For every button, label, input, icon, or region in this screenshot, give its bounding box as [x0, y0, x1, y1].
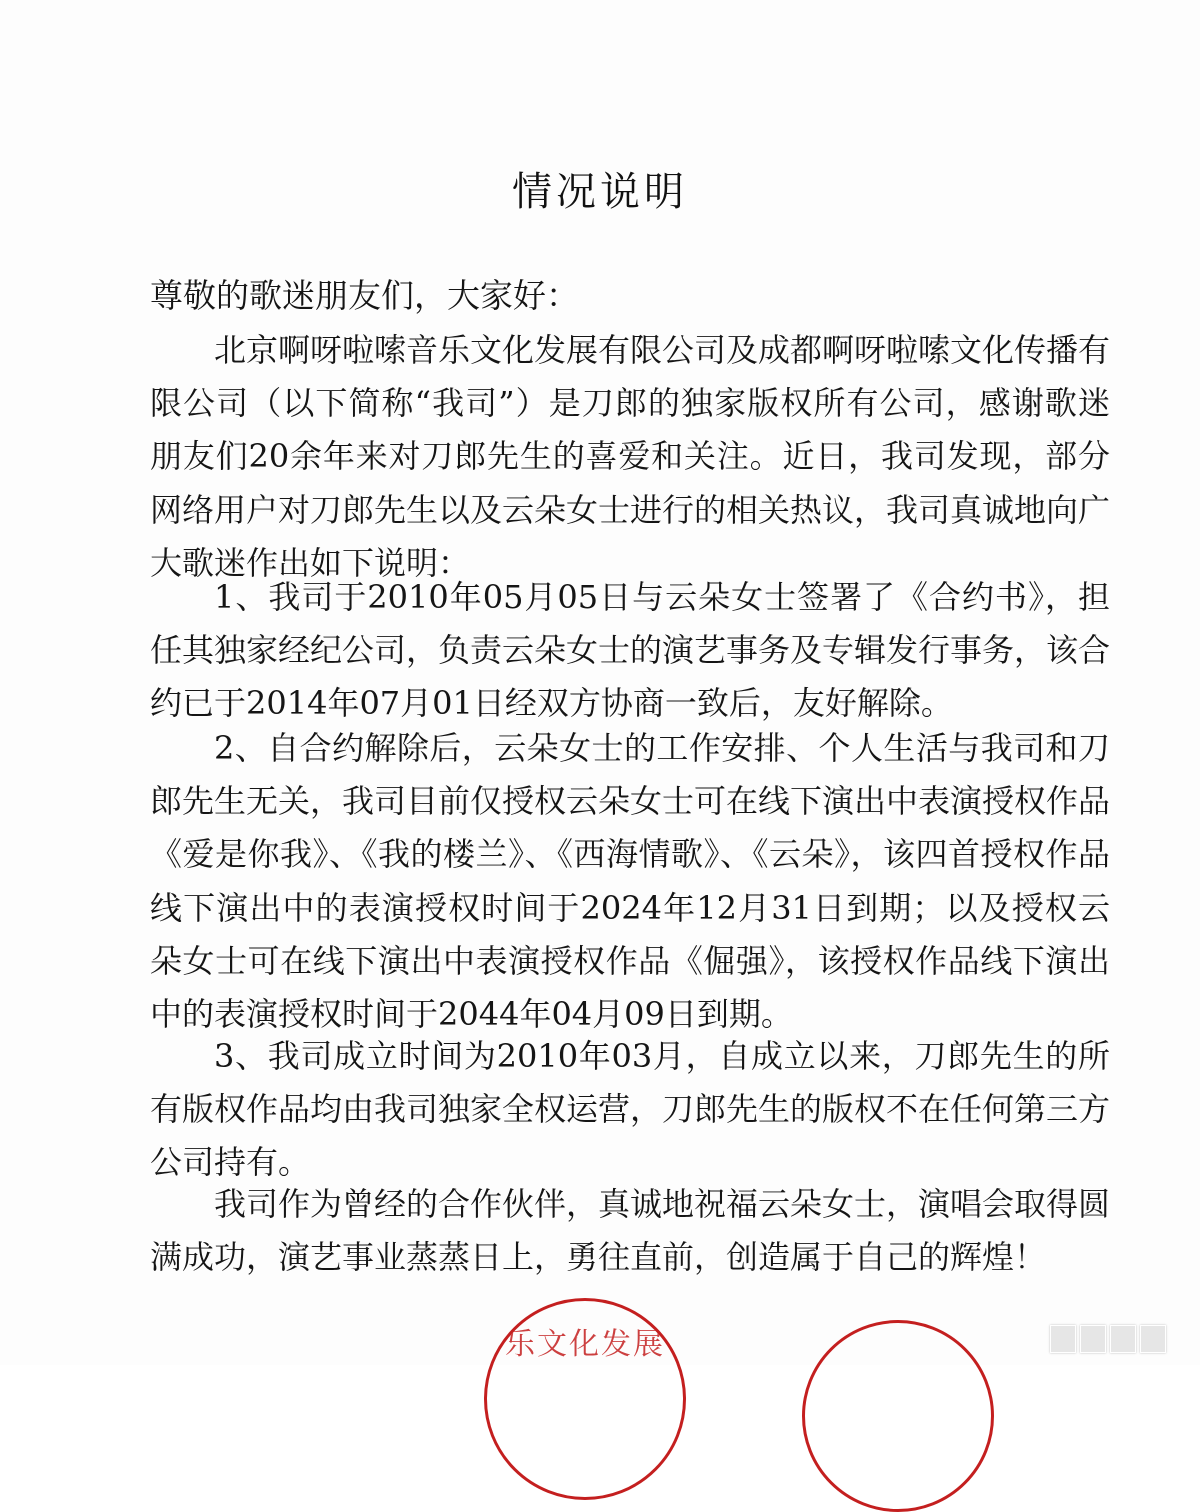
intro-paragraph: 北京啊呀啦嗦音乐文化发展有限公司及成都啊呀啦嗦文化传播有限公司（以下简称“我司”）是刀郎的独家版权所有公司，感谢歌迷朋友们20余年来对刀郎先生的喜爱和关注。近日，我司发现，部分网络用户对刀郎先生以及云朵女士进行的相关热议，我司真诚地向广大歌迷作出如下说明：: [150, 331, 1111, 582]
watermark-block: [1080, 1325, 1106, 1353]
seal-text: 乐文化发展: [505, 1327, 665, 1362]
item-3-paragraph: 3、我司成立时间为2010年03月，自成立以来，刀郎先生的所有版权作品均由我司独家全权运营，刀郎先生的版权不在任何第三方公司持有。: [150, 1037, 1111, 1182]
watermark-block: [1140, 1325, 1166, 1353]
closing-paragraph: 我司作为曾经的合作伙伴，真诚地祝福云朵女士，演唱会取得圆满成功，演艺事业蒸蒸日上，勇往直前，创造属于自己的辉煌！: [150, 1185, 1111, 1277]
watermark-block: [1110, 1325, 1136, 1353]
item-2-paragraph: 2、自合约解除后，云朵女士的工作安排、个人生活与我司和刀郎先生无关，我司目前仅授权云朵女士可在线下演出中表演授权作品《爱是你我》、《我的楼兰》、《西海情歌》、《云朵》，该四首授权作品线下演出中的表演授权时间于2024年12月31日到期；以及授权云朵女士可在线下演出中表演授权作品《倔强》，该授权作品线下演出中的表演授权时间于2044年04月09日到期。: [150, 729, 1111, 1034]
document-title: 情况说明: [512, 169, 688, 215]
item-1-paragraph: 1、我司于2010年05月05日与云朵女士签署了《合约书》，担任其独家经纪公司，负责云朵女士的演艺事务及专辑发行事务，该合约已于2014年07月01日经双方协商一致后，友好解除。: [150, 578, 1111, 723]
greeting-line: 尊敬的歌迷朋友们，大家好：: [150, 276, 579, 315]
company-seal-left: [484, 1298, 686, 1500]
watermark-block: [1050, 1325, 1076, 1353]
company-seal-right: [802, 1320, 994, 1512]
watermark-icon: [1046, 1324, 1166, 1354]
